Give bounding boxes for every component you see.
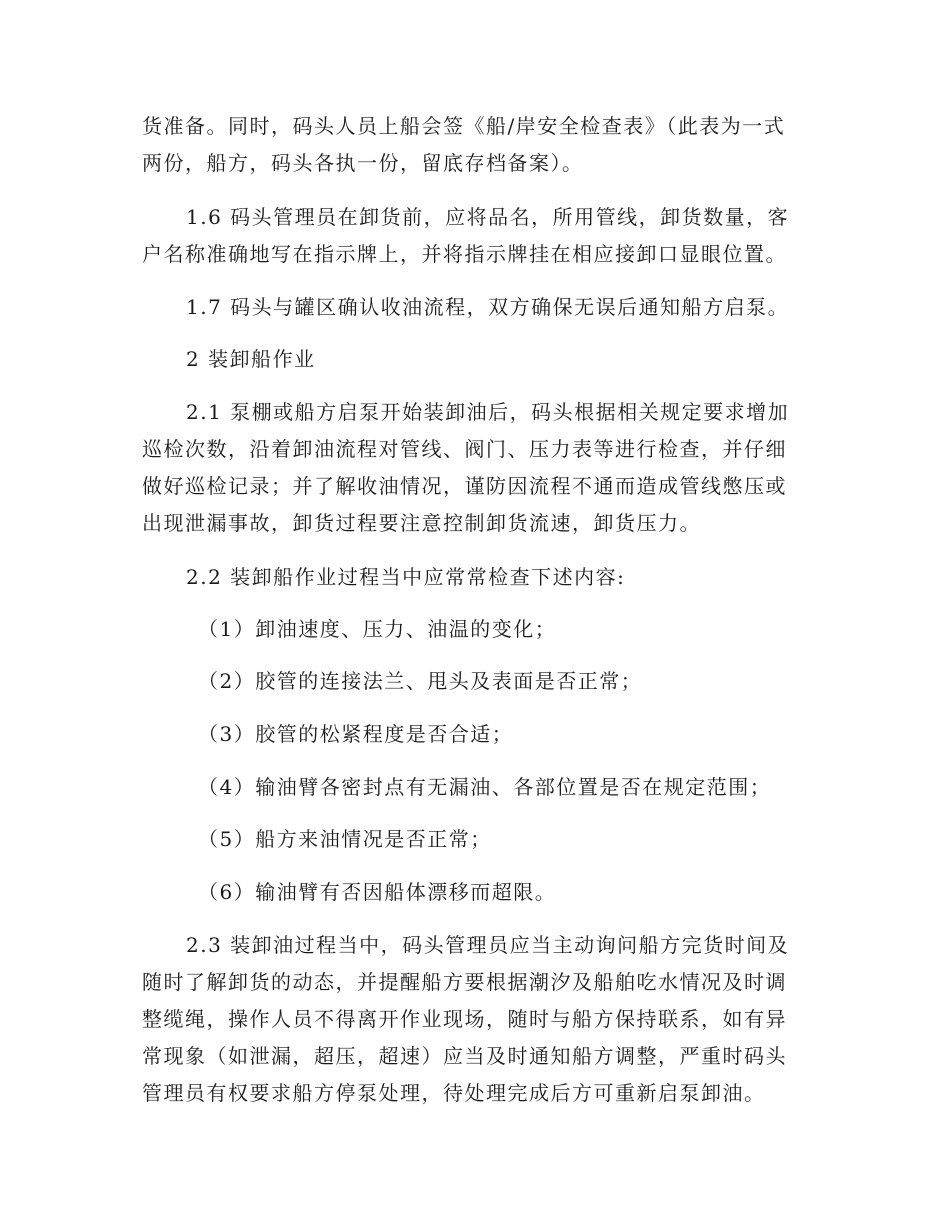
list-item: （5）船方来油情况是否正常； [198,827,492,851]
paragraph-line: 货准备。同时，码头人员上船会签《船/岸安全检查表》（此表为一式 [142,114,786,138]
paragraph-line: 整缆绳，操作人员不得离开作业现场，随时与船方保持联系，如有异 [142,1007,787,1031]
paragraph-line: 1.6 码头管理员在卸货前，应将品名，所用管线，卸货数量，客 [186,205,790,229]
paragraph-line: 1.7 码头与罐区确认收油流程，双方确保无误后通知船方启泵。 [186,295,790,319]
paragraph-line: 随时了解卸货的动态，并提醒船方要根据潮汐及船舶吃水情况及时调 [142,970,787,994]
paragraph-line: 常现象（如泄漏，超压，超速）应当及时通知船方调整，严重时码头 [142,1044,787,1068]
paragraph-line: 2.1 泵棚或船方启泵开始装卸油后，码头根据相关规定要求增加 [186,400,790,424]
list-item: （3）胶管的松紧程度是否合适； [198,722,514,746]
paragraph-line: 2.2 装卸船作业过程当中应常常检查下述内容: [186,565,626,589]
list-item: （1）卸油速度、压力、油温的变化； [198,617,557,641]
section-heading: 2 装卸船作业 [186,347,316,371]
list-item: （2）胶管的连接法兰、甩头及表面是否正常； [198,669,643,693]
list-item: （4）输油臂各密封点有无漏油、各部位置是否在规定范围； [198,775,772,799]
paragraph-line: 管理员有权要求船方停泵处理，待处理完成后方可重新启泵卸油。 [142,1081,766,1105]
paragraph-line: 巡检次数，沿着卸油流程对管线、阀门、压力表等进行检查，并仔细 [142,437,787,461]
paragraph-line: 2.3 装卸油过程当中，码头管理员应当主动询问船方完货时间及 [186,933,790,957]
paragraph-line: 出现泄漏事故，卸货过程要注意控制卸货流速，卸货压力。 [142,511,701,535]
paragraph-line: 户名称准确地写在指示牌上，并将指示牌挂在相应接卸口显眼位置。 [142,242,787,266]
paragraph-line: 做好巡检记录；并了解收油情况，谨防因流程不通而造成管线憋压或 [142,474,787,498]
paragraph-line: 两份，船方，码头各执一份，留底存档备案）。 [142,151,584,175]
list-item: （6）输油臂有否因船体漂移而超限。 [198,880,557,904]
